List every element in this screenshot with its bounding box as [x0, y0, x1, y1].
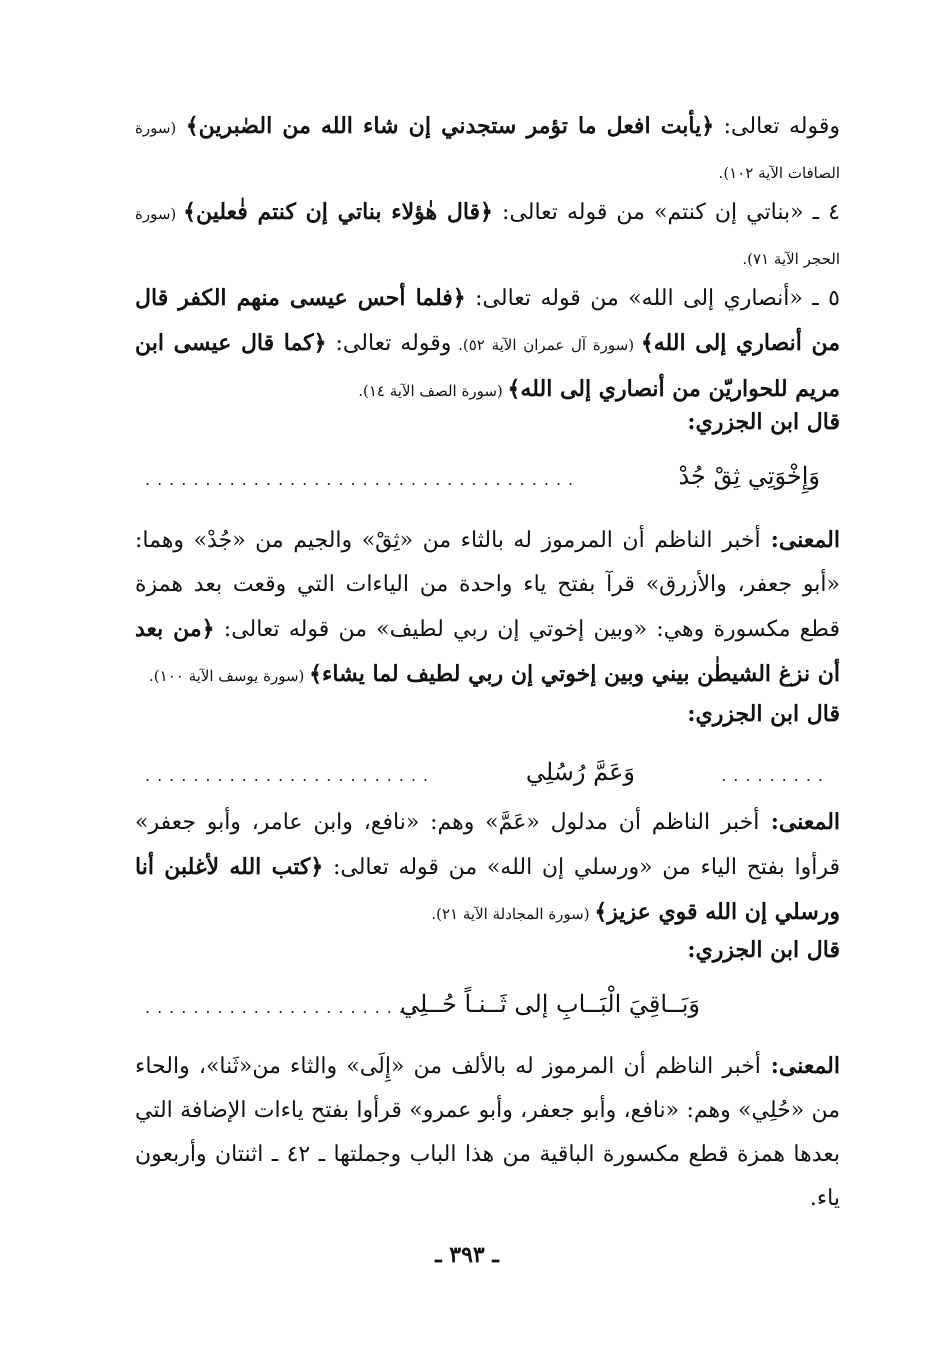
quran-quote: ﴿كما قال عيسى ابن مريم للحواريّن من أنصاري إلى الله﴾	[135, 330, 840, 402]
quran-quote: ﴿قال هٰؤلاء بناتي إن كنتم فٰعلين﴾	[183, 199, 493, 225]
meaning-text: أخبر الناظم أن مدلول «عَمَّ» وهم: «نافع، وابن عامر، وأبو جعفر» قرأوا بفتح الياء من «ورسلي إن الله» من قوله تعالى:	[135, 810, 841, 880]
meaning-paragraph	[135, 800, 840, 936]
meaning-paragraph	[135, 518, 840, 698]
item-text: وقوله تعالى:	[326, 331, 452, 356]
quran-quote: ﴿يأبت افعل ما تؤمر ستجدني إن شاء الله من الصٰبرين﴾	[185, 113, 715, 139]
verse-text: وَعَمَّ رُسُلِي	[525, 758, 635, 786]
paragraph-saffat	[135, 104, 840, 195]
item-number: ٥ ـ	[802, 286, 840, 311]
verse-dots: .......................	[145, 998, 423, 1017]
meaning-text: أخبر الناظم أن المرموز له بالألف من «إِلَى» والثاء من«ثَنا»، والحاء من «حُلِي» وهم: «نافع، وأبو جعفر، وأبو عمرو» قرأوا بفتح ياءات الإضافة التي بعدها همزة قطع مكسورة الباقية من هذا الباب وجملتها ـ ٤٢ ـ اثنتان وأربعون ياء.	[135, 1054, 840, 1211]
meaning-label: المعنى:	[760, 527, 841, 553]
quran-quote: ﴿من بعد أن نزغ الشيطٰن بيني وبين إخوتي إن ربي لطيف لما يشاء﴾	[135, 616, 840, 687]
surah-reference: (سورة الصف الآية ١٤).	[358, 382, 508, 400]
verse-text: وَإِخْوَتِي ثِقْ جُدْ	[678, 462, 820, 490]
meaning-label: المعنى:	[759, 809, 841, 835]
meaning-text: أخبر الناظم أن المرموز له بالثاء من «ثِقْ» والجيم من «جُدْ» وهما: «أبو جعفر، والأزرق» قرآ بفتح ياء واحدة من الياءات التي وقعت بعد همزة قطع مكسورة وهي: «وبين إخوتي إن ربي لطيف» من قوله تعالى:	[135, 528, 840, 642]
surah-reference: (سورة يوسف الآية ١٠٠).	[149, 667, 310, 685]
surah-reference: (سورة الحجر الآية ٧١).	[135, 205, 840, 268]
section-heading: قال ابن الجزري:	[687, 937, 840, 963]
meaning-paragraph	[135, 1044, 840, 1221]
intro-text: وقوله تعالى:	[714, 114, 840, 139]
item-text: «أنصاري إلى الله» من قوله تعالى:	[465, 286, 803, 311]
verse-text: وَبَــاقِيَ الْبَــابِ إلى ثَــنـاً حُــلِي	[400, 990, 700, 1018]
item-5	[135, 276, 840, 413]
item-number: ٤ ـ	[803, 200, 840, 225]
quran-quote: ﴿كتب الله لأغلبن أنا ورسلي إن الله قوي عزيز﴾	[135, 854, 840, 925]
section-heading: قال ابن الجزري:	[687, 409, 840, 435]
meaning-label: المعنى:	[760, 1053, 840, 1079]
verse-dots: .........	[721, 766, 830, 785]
item-text: «بناتي إن كنتم» من قوله تعالى:	[492, 200, 804, 225]
surah-reference: (سورة الصافات الآية ١٠٢).	[135, 119, 840, 182]
section-heading: قال ابن الجزري:	[687, 701, 840, 727]
item-4	[135, 190, 840, 281]
page-number: ـ ٣٩٣ ـ	[435, 1242, 499, 1268]
verse-dots: ........................	[145, 766, 436, 785]
surah-reference: (سورة آل عمران الآية ٥٢).	[451, 336, 641, 354]
verse-dots: ....................................	[145, 470, 581, 489]
quran-quote: ﴿فلما أحس عيسى منهم الكفر قال من أنصاري إلى الله﴾	[135, 285, 841, 356]
surah-reference: (سورة المجادلة الآية ٢١).	[431, 905, 595, 923]
